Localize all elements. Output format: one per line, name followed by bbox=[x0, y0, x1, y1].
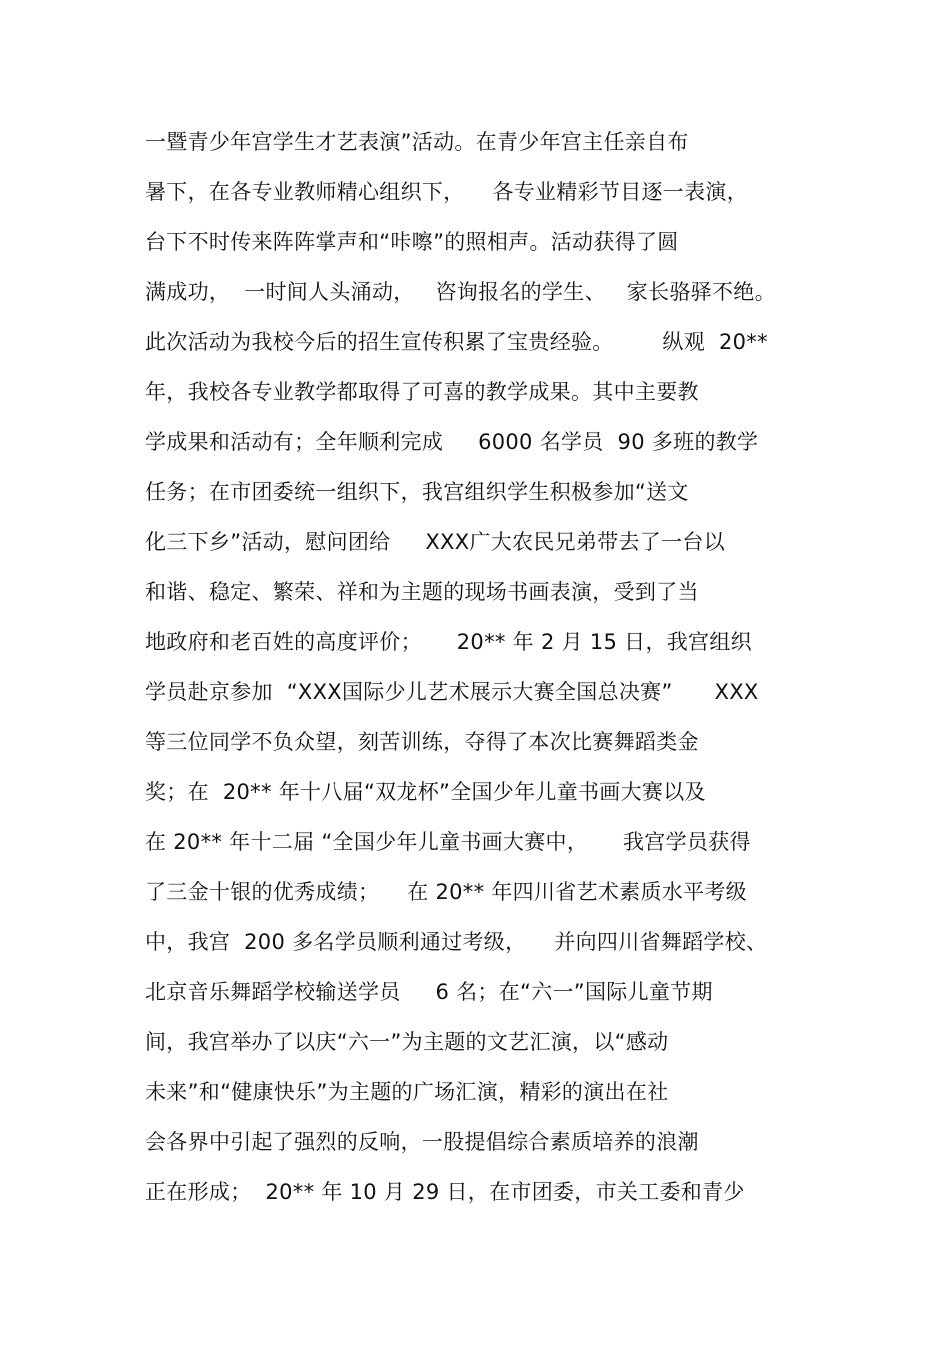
text-line: 暑下，在各专业教师精心组织下， 各专业精彩节目逐一表演， bbox=[145, 180, 748, 204]
text-line: 在 20** 年十二届 “全国少年儿童书画大赛中， 我宫学员获得 bbox=[145, 830, 751, 854]
text-line: 学成果和活动有；全年顺利完成 6000 名学员 90 多班的教学 bbox=[145, 430, 759, 454]
text-line: 会各界中引起了强烈的反响，一股提倡综合素质培养的浪潮 bbox=[145, 1130, 699, 1154]
text-line: 任务；在市团委统一组织下，我宫组织学生积极参加“送文 bbox=[145, 480, 689, 504]
text-line: 一暨青少年宫学生才艺表演”活动。在青少年宫主任亲自布 bbox=[145, 130, 689, 154]
text-line: 地政府和老百姓的高度评价； 20** 年 2 月 15 日，我宫组织 bbox=[145, 630, 752, 654]
text-line: 年，我校各专业教学都取得了可喜的教学成果。其中主要教 bbox=[145, 380, 699, 404]
text-line: 台下不时传来阵阵掌声和“咔嚓”的照相声。活动获得了圆 bbox=[145, 230, 679, 254]
text-line: 北京音乐舞蹈学校输送学员 6 名；在“六一”国际儿童节期 bbox=[145, 980, 713, 1004]
text-line: 间，我宫举办了以庆“六一”为主题的文艺汇演，以“感动 bbox=[145, 1030, 669, 1054]
text-line: 化三下乡”活动，慰问团给 XXX广大农民兄弟带去了一台以 bbox=[145, 530, 726, 554]
text-line: 了三金十银的优秀成绩； 在 20** 年四川省艺术素质水平考级 bbox=[145, 880, 747, 904]
text-line: 此次活动为我校今后的招生宣传积累了宝贵经验。 纵观 20** bbox=[145, 330, 768, 354]
text-line: 满成功， 一时间人头涌动， 咨询报名的学生、 家长骆驿不绝。 bbox=[145, 280, 776, 304]
text-line: 中，我宫 200 多名学员顺利通过考级， 并向四川省舞蹈学校、 bbox=[145, 930, 768, 954]
text-line: 学员赴京参加 “XXX国际少儿艺术展示大赛全国总决赛” XXX bbox=[145, 680, 759, 704]
text-line: 未来”和“健康快乐”为主题的广场汇演，精彩的演出在社 bbox=[145, 1080, 669, 1104]
text-line: 正在形成； 20** 年 10 月 29 日，在市团委，市关工委和青少 bbox=[145, 1180, 745, 1204]
text-line: 等三位同学不负众望，刻苦训练，夺得了本次比赛舞蹈类金 bbox=[145, 730, 699, 754]
text-line: 和谐、稳定、繁荣、祥和为主题的现场书画表演，受到了当 bbox=[145, 580, 699, 604]
text-line: 奖；在 20** 年十八届“双龙杯”全国少年儿童书画大赛以及 bbox=[145, 780, 706, 804]
